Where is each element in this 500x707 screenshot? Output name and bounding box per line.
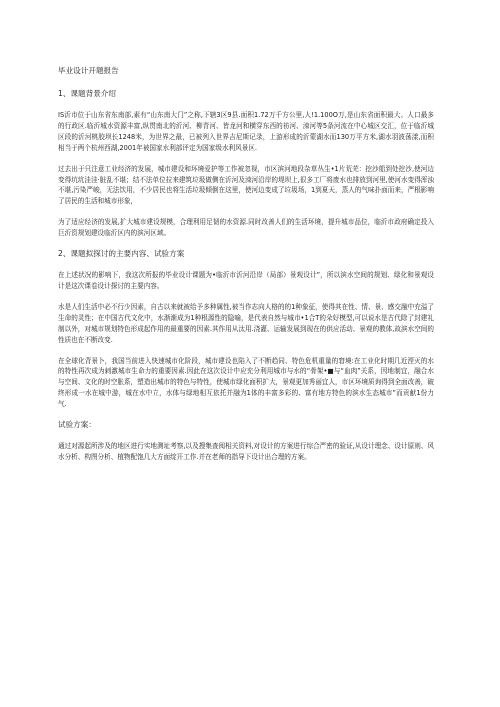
paragraph: 过去出于只注意工业经济的发展，城市建设和环境爱护等工作被忽视，市区滨河地段杂草丛生•1片荒芜：挖沙船到处挖沙,使河边变得坑坑洼洼·脏乱不堪；结不法单位拉来建筑垃圾做侧在沂河及洓河沿岸的堤坝上,很多工厂将废水也排放到河里,使河水变得浑浊不堪,污染严峻，无法饮用，不少居民也将生活垃圾倾倒在这里，使河边变成了垃圾场，1到夏天，蒸人的气味扑面而来，严根影响了居民的生活和城市形象， <box>58 164 434 206</box>
paragraph: 为了适应经济的发展,扩大城市建设规模，合理利用足韧的水资源.同时改善人们的生活环境，提升城市品位，临沂市政府确定投入巨沂资规划建设临沂区内的滨河区域。 <box>58 218 434 238</box>
paragraph: 通过对源起所涉及的地区进行实地测址考察,以及搜集查阅相关资料,对设计的方案进行综合严密的验证,从设计理念、设计原则、风水分析、构图分析、植物配饱几大方面绽开工作.并在老师的指导下设计出合理的方案。 <box>58 442 434 461</box>
paragraph: 在全球化背景卜，我国当前进入快速城市化阶段，城市建设也陷入了不断趋同、特色危机重量的窘境:在工业化时期几近湮灭的水的特性再次成为刺激城市生命力的重要因素.因此在这次设计中应充分利用城市与水的“骨架•■与“血肉”关系，因地制宜，融合水与空间、文化的时空胀系，塑造出城市的特色与特性，使城市绿化面积扩大，景观更加秀丽宜人，市区环境质询得到全面改善，破终形成一水在城中游，城在水中立，水体与绿地相互依托并融为1体的丰富多彩的、富有地方特色的滨水生态城市”而贡献1份力气. <box>58 356 434 409</box>
paragraph: 在上述状况的影响下，我这次所报的毕业设计课题为•临沂市沂河沿岸（局部）景观设计”，所以滨水空间的规划、绿化和景观设计是这次课卷设计探讨的主要内容。 <box>58 271 434 290</box>
paragraph: 水是人们生活中必不行少因素，自古以来就被给予多种属性,被当作志向人格的的1种象征，使得其在性、情、景、感交融中充溢了生命的灵性；在中国古代文化中，水渐渐成为1种根源性的隐喻，是代表自然与城市•1合T的朵好模型,可以说水是古代除了封建礼制以外，对城市规划特色形成起作用的最重要的因素.其作用从汰用.浇灌、运输发展到现在的供应活动、景观的教体,故滨水空间的性质也在不断改变. <box>58 302 434 344</box>
paragraph: IS沂市位于山东省东南部,素有“山东南大门”之称,下辖3区9县.面积1.72万千方公里,人!1.100O万,是山东省面积最大、人口最多的行政区.临沂城水资源丰富,纵贯南北的沂河、柳青河、皆龙河和横穿东西的祊河、洓河等5条河流在中心城区交汇，位于临沂城区段的沂河桃胶坝长1248米，为世界之最，已被列入世界吉尼斯记录，上游形成的沂蒙湖水而130万平方米,湖水羽波荡漾,而积相当于两个杭州西湖,2001年被国家水利部评定为国家级水利风景区. <box>58 111 434 152</box>
section-heading-test-plan: 试验方案： <box>58 420 96 430</box>
section-heading-background: 1、课题背景介绍 <box>58 89 116 98</box>
document-title: 毕业设计开题报告 <box>58 66 119 75</box>
section-heading-research-content: 2、课题拟探讨的主要内容、试验方案 <box>58 249 185 259</box>
